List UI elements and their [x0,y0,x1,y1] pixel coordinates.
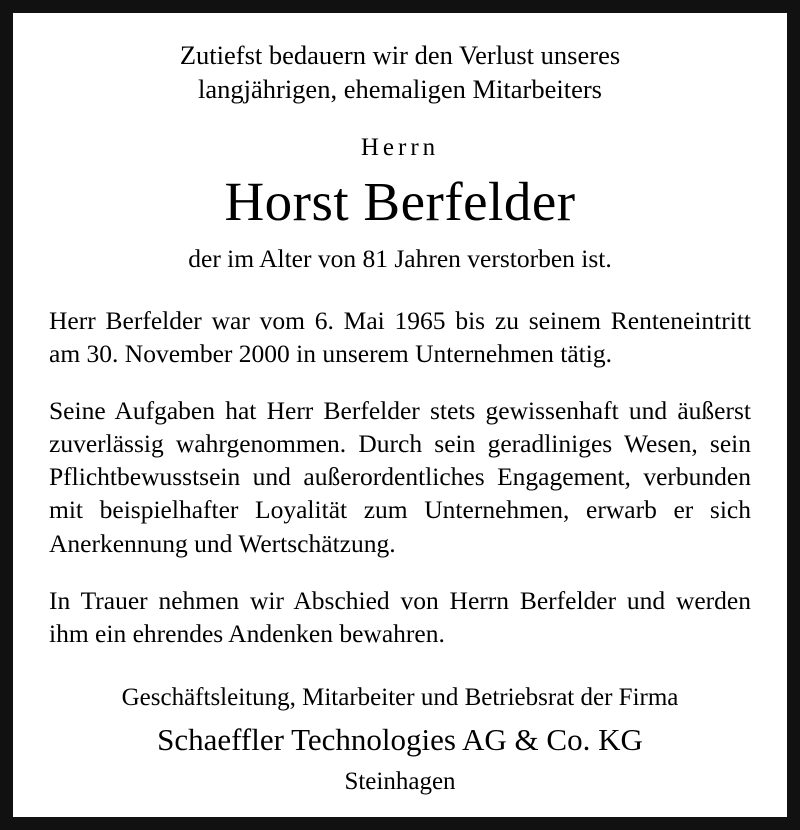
intro-line-2: langjährigen, ehemaligen Mitarbeiters [198,73,602,104]
location: Steinhagen [344,767,456,795]
obituary-content [41,39,759,811]
body-paragraph: In Trauer nehmen wir Abschied von Herrn Berfelder und werden ihm ein ehrendes Andenken bewahren. [49,585,751,648]
deceased-name: Horst Berfelder [224,171,576,233]
body-paragraph: Seine Aufgaben hat Herr Berfelder stets gewissenhaft und äußerst zuverlässig wahrgenommen. Durch sein geradliniges Wesen, sein Pflichtbewusstsein und außerordentliches Engagement, verbunden mit beispielhafter Loyalität zum Unternehmen, erwarb er sich Anerkennung und Wertschätzung. [49,395,751,558]
closing-line: Geschäftsleitung, Mitarbeiter und Betriebsrat der Firma [121,683,679,711]
intro-line-1: Zutiefst bedauern wir den Verlust unseres [179,40,621,70]
company-name: Schaeffler Technologies AG & Co. KG [157,721,643,757]
body-paragraph: Herr Berfelder war vom 6. Mai 1965 bis zu seinem Renteneintritt am 30. November 2000 in unserem Unternehmen tätig. [49,305,751,368]
age-line: der im Alter von 81 Jahren verstorben ist. [188,243,612,273]
intro-text [41,39,759,106]
salutation: Herrn [360,134,440,162]
